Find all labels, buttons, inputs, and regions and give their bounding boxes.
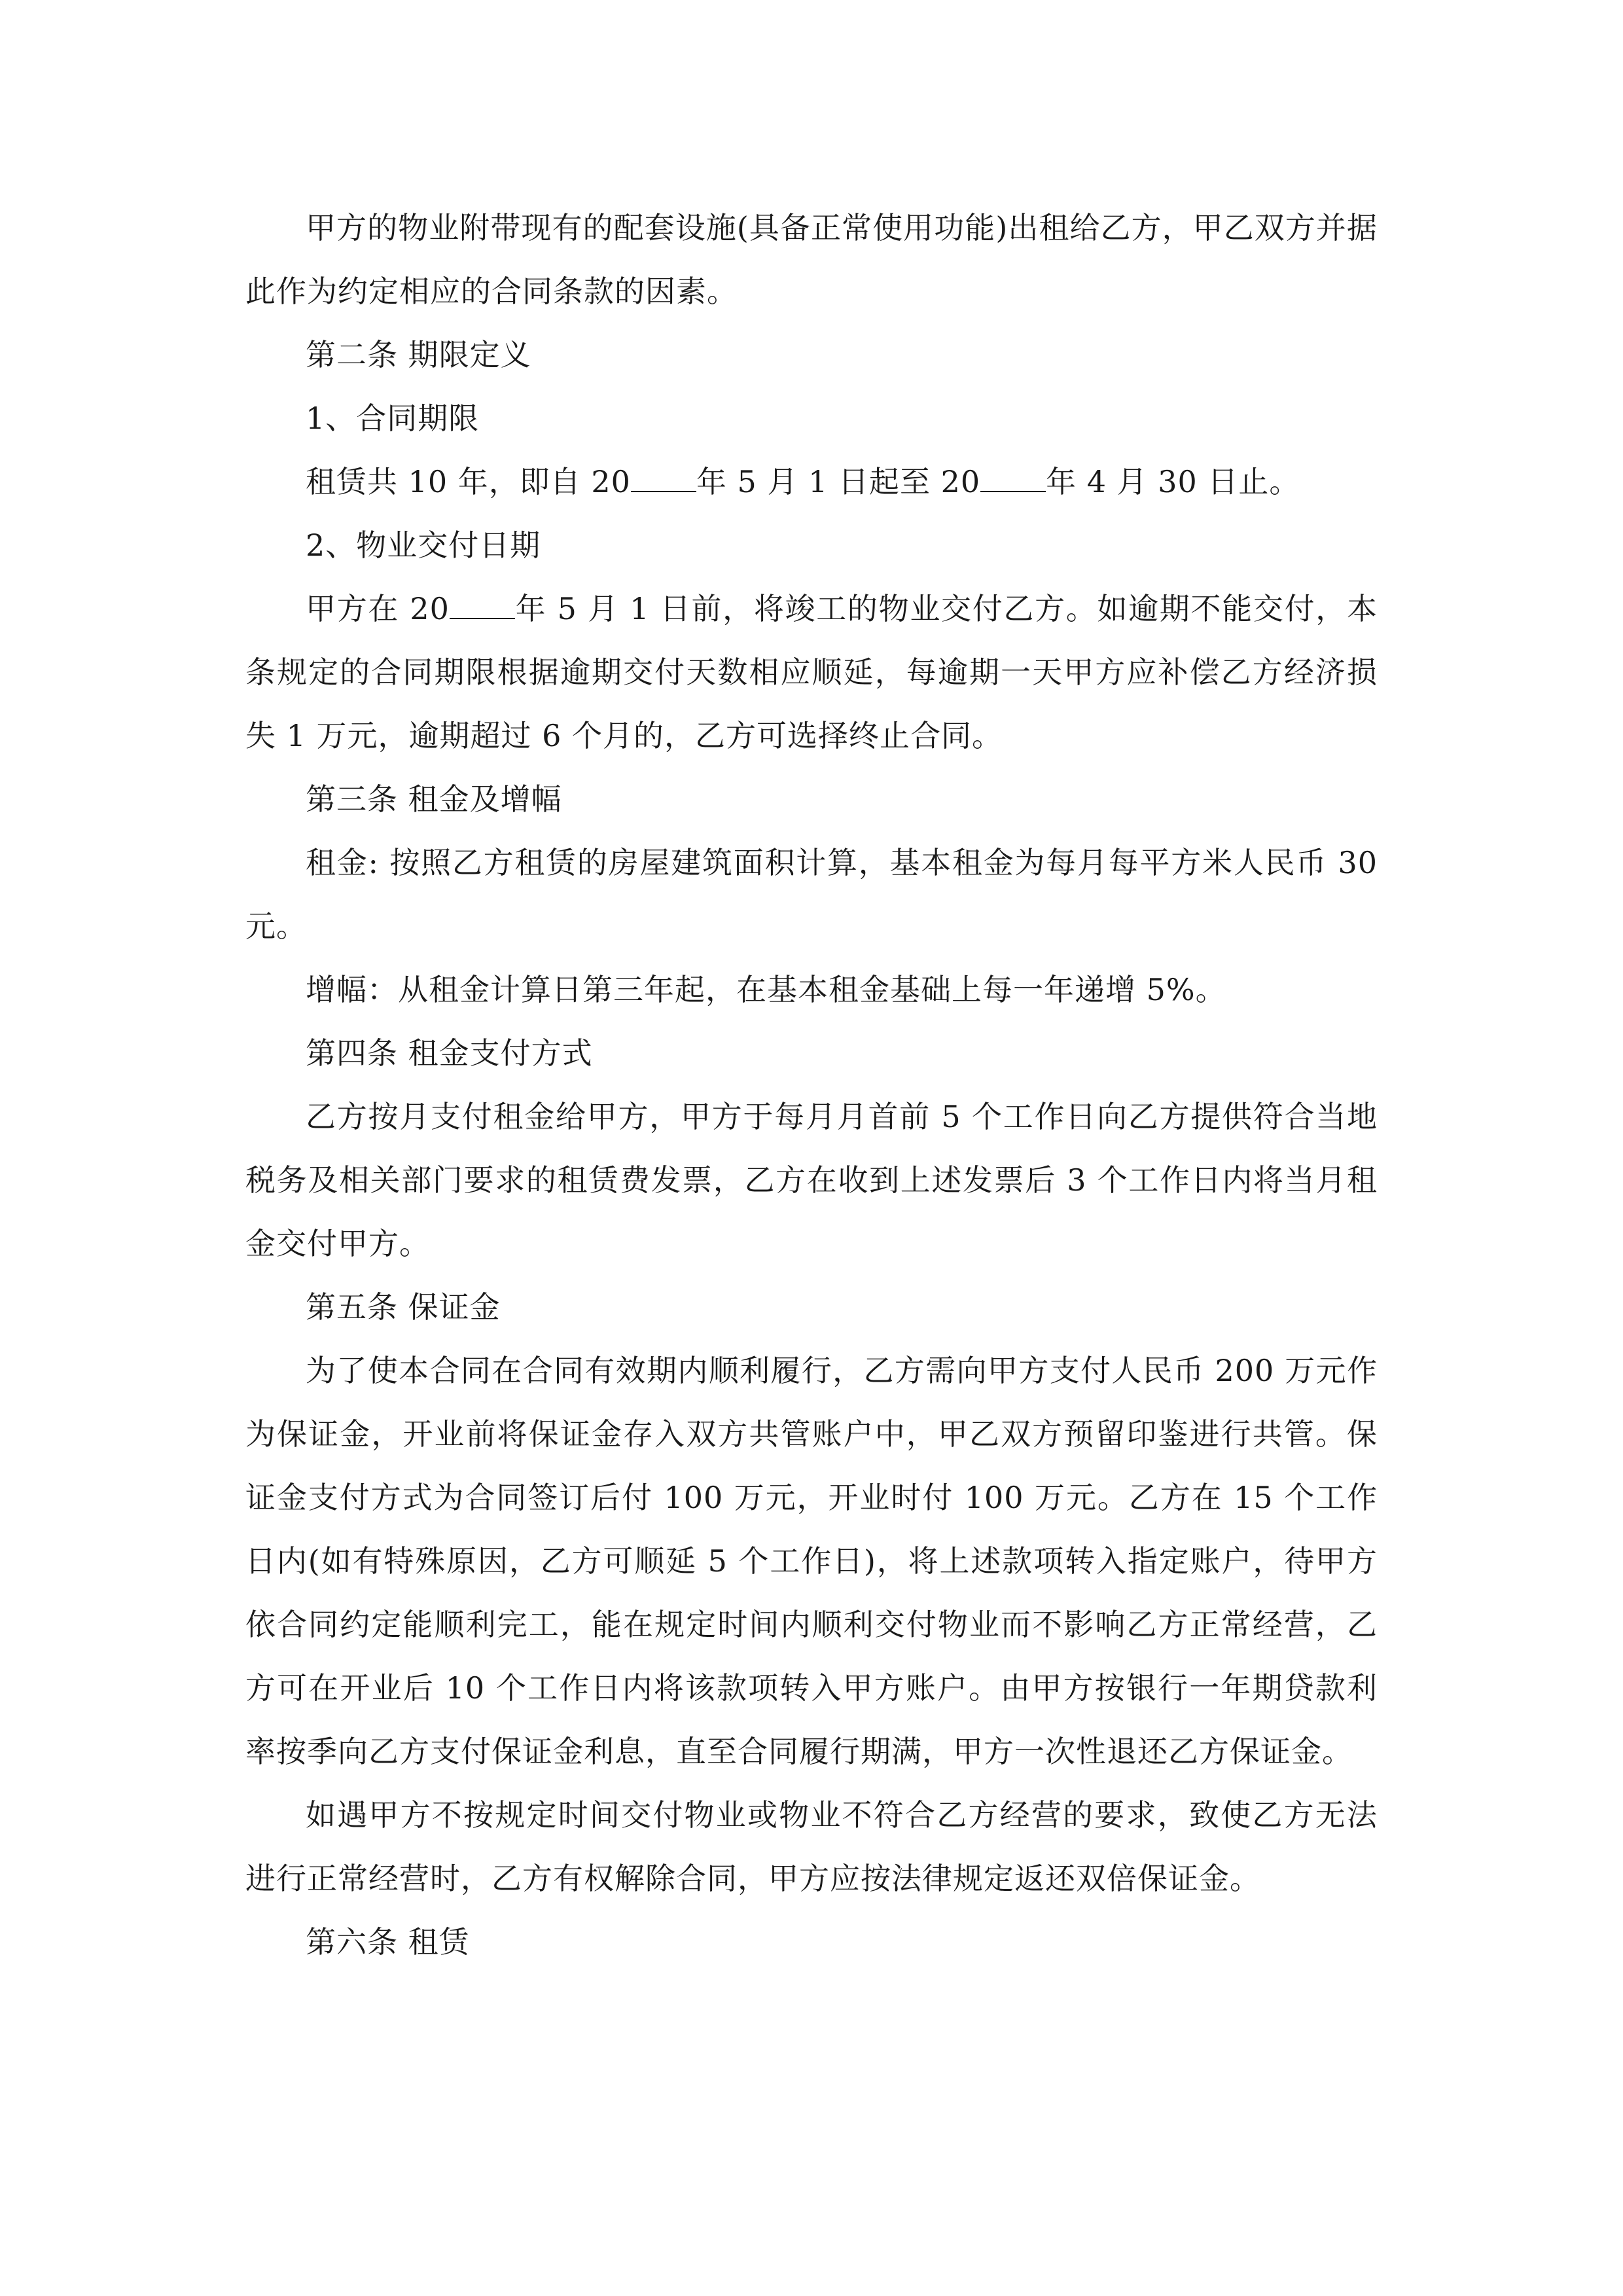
lease-term-text-2: 年 5 月 1 日起至 20 xyxy=(696,464,981,499)
delivery-text-1: 甲方在 20 xyxy=(306,591,450,626)
article-4-heading: 第四条 租金支付方式 xyxy=(306,1035,593,1071)
lease-term-text-1: 租赁共 10 年，即自 20 xyxy=(306,464,631,499)
article-6-heading: 第六条 租赁 xyxy=(306,1924,470,1960)
paragraph-deposit: 为了使本合同在合同有效期内顺利履行，乙方需向甲方支付人民币 200 万元作为保证金，开业前将保证金存入双方共管账户中，甲乙双方预留印鉴进行共管。保证金支付方式为合同签订后付 100 万元，开业时付 100 万元。乙方在 15 个工作日内(如有特殊原因，乙方可顺延 5 个工作日)，将上述款项转入指定账户，待甲方依合同约定能顺利完工，能在规定时间内顺利交付物业而不影响乙方正常经营，乙方可在开业后 10 个工作日内将该款项转入甲方账户。由甲方按银行一年期贷款利率按季向乙方支付保证金利息，直至合同履行期满，甲方一次性退还乙方保证金。 xyxy=(245,1353,1378,1769)
paragraph-deposit-breach: 如遇甲方不按规定时间交付物业或物业不符合乙方经营的要求，致使乙方无法进行正常经营时，乙方有权解除合同，甲方应按法律规定返还双倍保证金。 xyxy=(245,1797,1378,1896)
paragraph-payment: 乙方按月支付租金给甲方，甲方于每月月首前 5 个工作日向乙方提供符合当地税务及相关部门要求的租赁费发票，乙方在收到上述发票后 3 个工作日内将当月租金交付甲方。 xyxy=(245,1099,1378,1261)
paragraph-rent: 租金: 按照乙方租赁的房屋建筑面积计算，基本租金为每月每平方米人民币 30 元。 xyxy=(245,845,1378,944)
article-3-heading: 第三条 租金及增幅 xyxy=(306,781,562,817)
paragraph-increase: 增幅：从租金计算日第三年起，在基本租金基础上每一年递增 5%。 xyxy=(306,972,1226,1007)
delivery-text-2: 年 5 月 1 日前，将竣工的物业交付乙方。如逾期不能交付，本条规定的合同期限根据逾期交付天数相应顺延，每逾期一天甲方应补偿乙方经济损失 1 万元，逾期超过 6 个月的，乙方可选择终止合同。 xyxy=(245,591,1378,753)
item-2-heading: 2、物业交付日期 xyxy=(306,528,541,563)
document-page xyxy=(245,196,1378,1974)
year-blank-2 xyxy=(980,465,1046,492)
year-blank-1 xyxy=(631,465,696,492)
paragraph-facilities: 甲方的物业附带现有的配套设施(具备正常使用功能)出租给乙方，甲乙双方并据此作为约定相应的合同条款的因素。 xyxy=(245,210,1378,309)
lease-term-text-3: 年 4 月 30 日止。 xyxy=(1046,464,1300,499)
item-1-heading: 1、合同期限 xyxy=(306,401,480,436)
article-5-heading: 第五条 保证金 xyxy=(306,1289,501,1325)
article-2-heading: 第二条 期限定义 xyxy=(306,337,531,372)
year-blank-3 xyxy=(450,592,515,619)
paragraph-delivery-date xyxy=(245,577,1378,768)
paragraph-lease-term xyxy=(245,450,1378,514)
